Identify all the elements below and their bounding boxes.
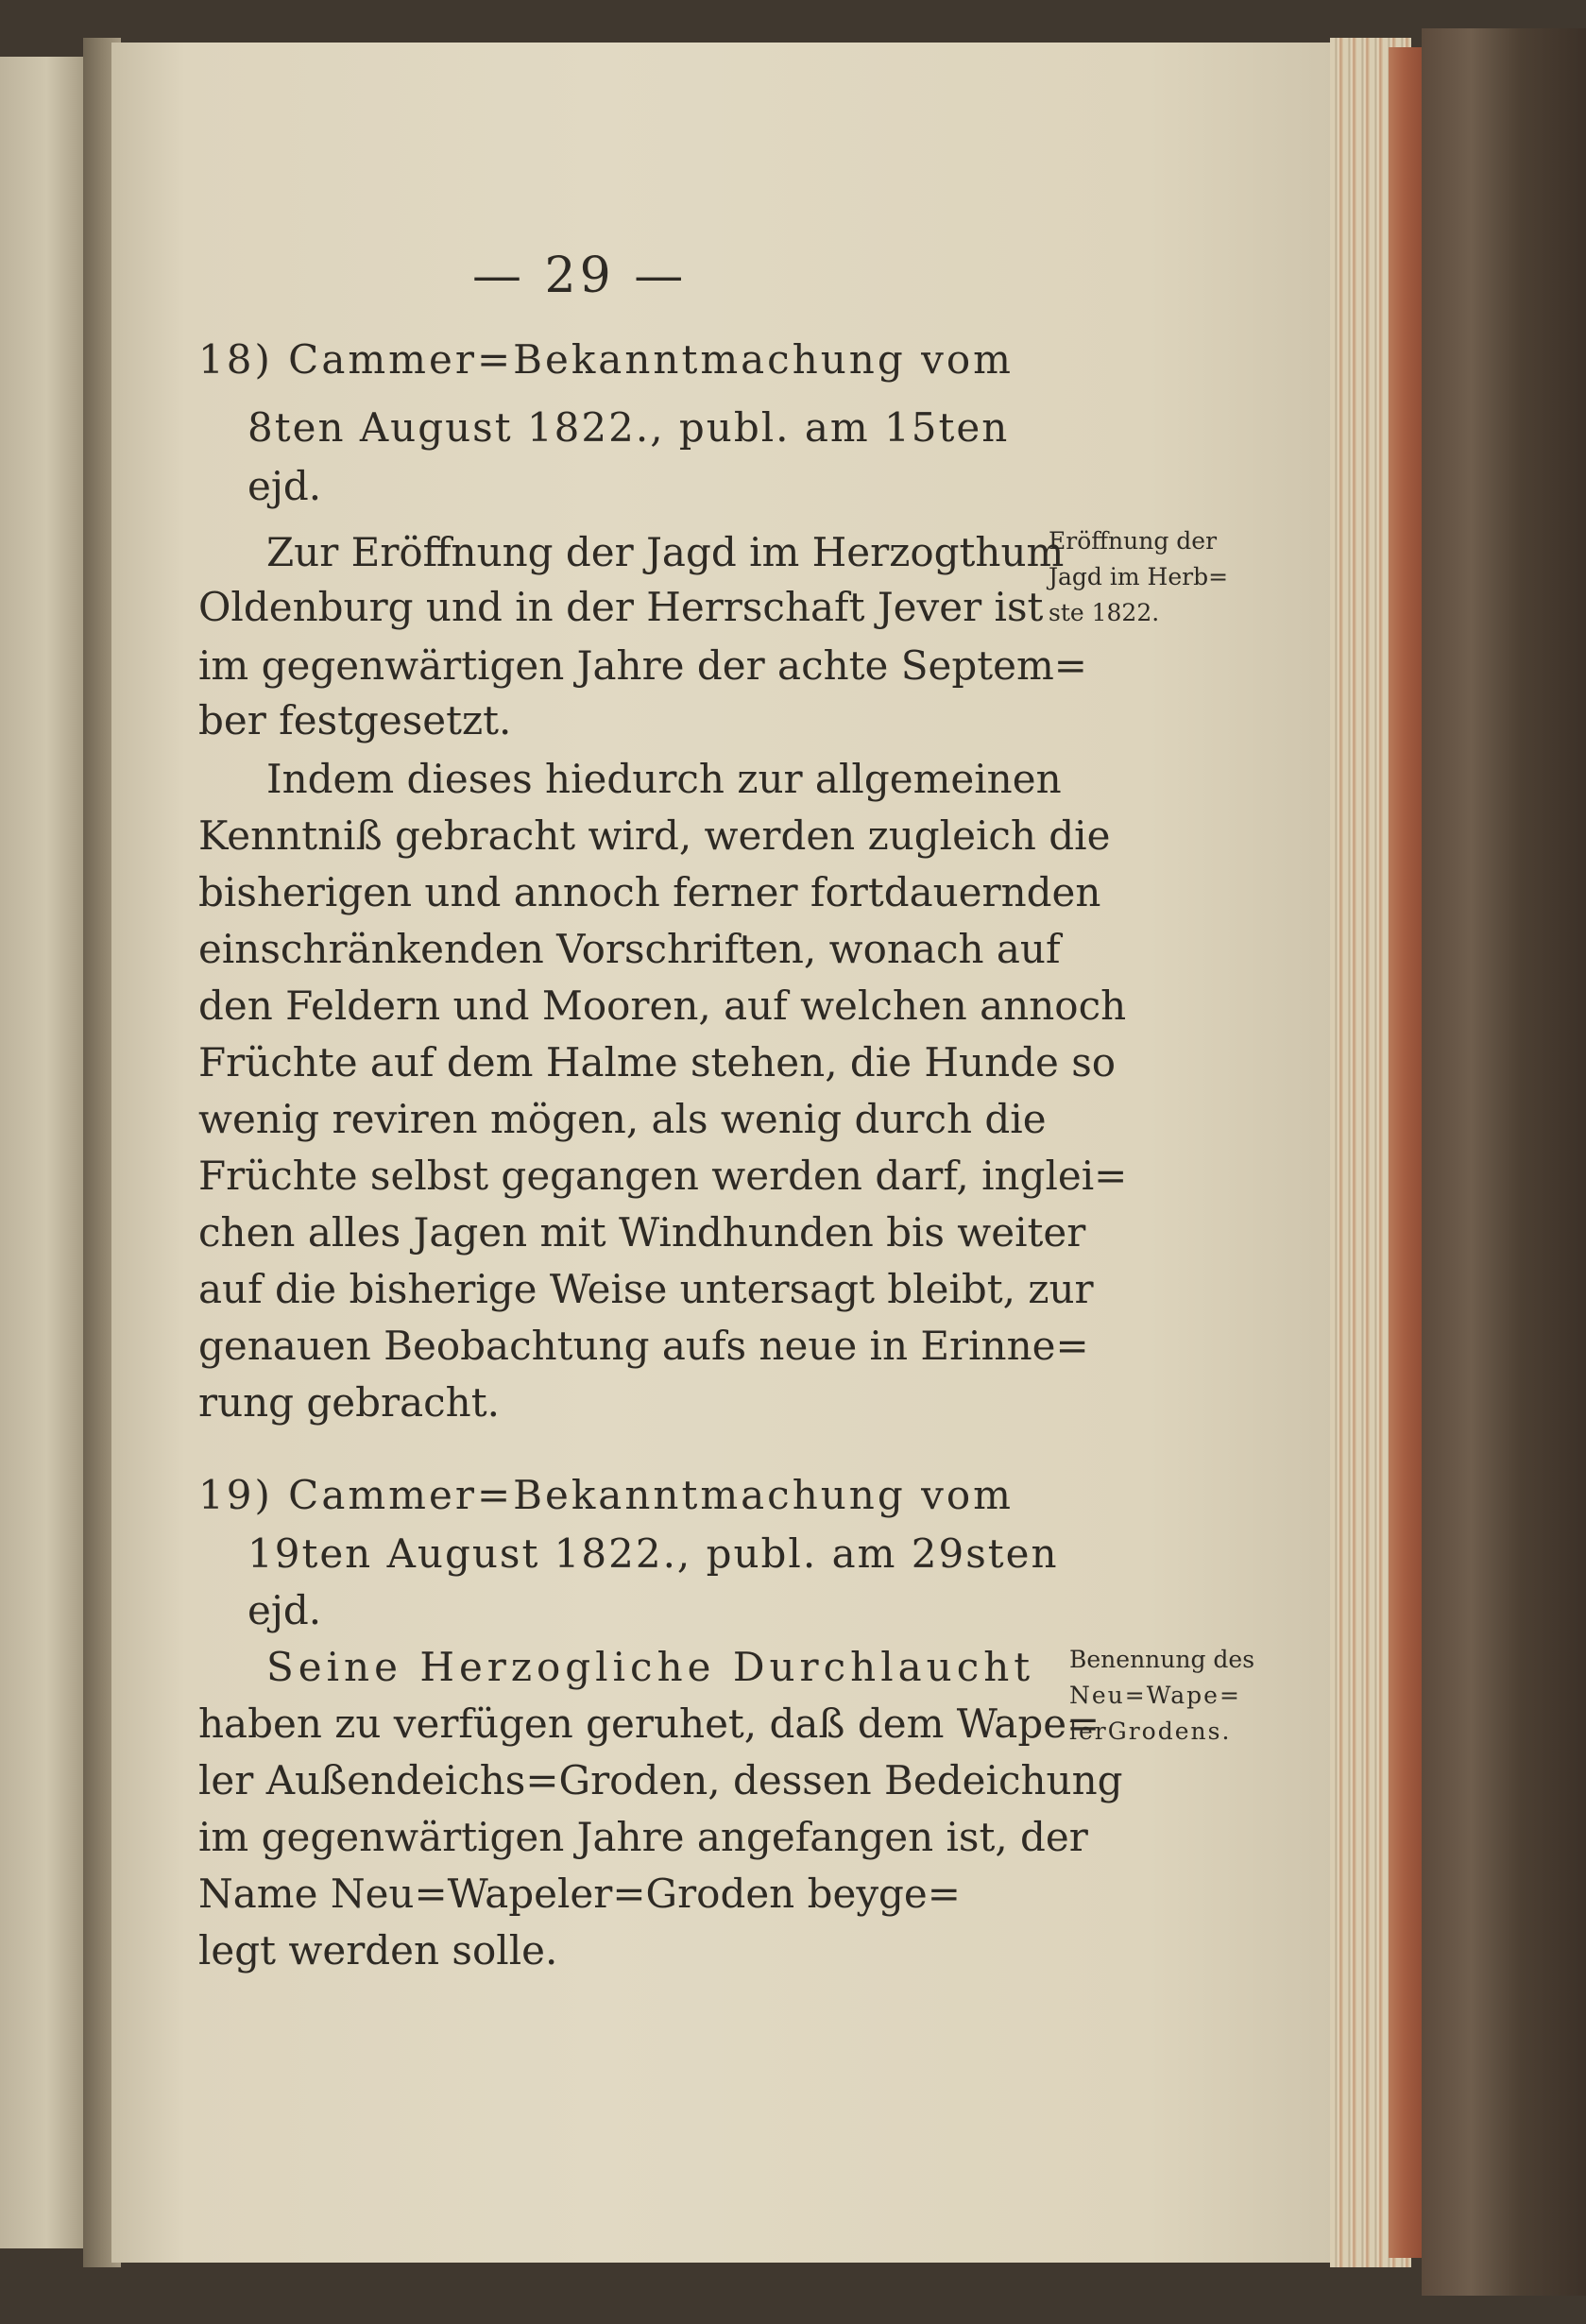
body-line: rung gebracht.	[198, 1379, 500, 1426]
margin-note-line: Eröffnung der	[1049, 527, 1218, 555]
body-line: 18) Cammer=Bekanntmachung vom	[198, 336, 1014, 383]
body-line: legt werden solle.	[198, 1927, 558, 1974]
body-line: chen alles Jagen mit Windhunden bis weiter	[198, 1209, 1086, 1256]
body-line: 19) Cammer=Bekanntmachung vom	[198, 1472, 1014, 1518]
margin-note-line: Neu=Wape=	[1069, 1682, 1241, 1709]
body-line: Name Neu=Wapeler=Groden beyge=	[198, 1871, 961, 1917]
body-line: 8ten August 1822., publ. am 15ten	[247, 404, 1010, 451]
body-line: im gegenwärtigen Jahre der achte Septem=	[198, 642, 1088, 689]
body-line: 19ten August 1822., publ. am 29sten	[247, 1530, 1059, 1577]
body-line: den Feldern und Mooren, auf welchen annoch	[198, 983, 1127, 1029]
page-number: — 29 —	[472, 248, 688, 304]
body-line: ler Außendeichs=Groden, dessen Bedeichung	[198, 1757, 1123, 1803]
body-line: Kenntniß gebracht wird, werden zugleich die	[198, 812, 1111, 859]
body-line: ejd.	[247, 1587, 322, 1633]
body-line: Indem dieses hiedurch zur allgemeinen	[266, 756, 1062, 802]
margin-note-line: lerGrodens.	[1069, 1717, 1232, 1745]
margin-note-line: Benennung des	[1069, 1646, 1255, 1673]
body-line: im gegenwärtigen Jahre angefangen ist, der	[198, 1814, 1088, 1860]
margin-note-line: ste 1822.	[1049, 599, 1160, 626]
left-page-edge	[0, 57, 85, 2248]
page-edges-red	[1389, 47, 1426, 2258]
body-line: Oldenburg und in der Herrschaft Jever ist	[198, 584, 1044, 630]
body-line: ejd.	[247, 463, 322, 509]
body-line: wenig reviren mögen, als wenig durch die	[198, 1096, 1047, 1142]
body-line: einschränkenden Vorschriften, wonach auf	[198, 926, 1061, 972]
body-line: Zur Eröffnung der Jagd im Herzogthum	[266, 529, 1065, 575]
body-line: bisherigen und annoch ferner fortdauernden	[198, 869, 1101, 915]
body-line: Seine Herzogliche Durchlaucht	[266, 1644, 1035, 1690]
body-line: Früchte auf dem Halme stehen, die Hunde so	[198, 1039, 1117, 1085]
body-line: genauen Beobachtung aufs neue in Erinne=	[198, 1323, 1089, 1369]
body-line: ber festgesetzt.	[198, 697, 512, 743]
book-cover	[1422, 28, 1586, 2296]
margin-note-line: Jagd im Herb=	[1049, 563, 1229, 590]
body-line: haben zu verfügen geruhet, daß dem Wape=	[198, 1700, 1100, 1747]
body-line: Früchte selbst gegangen werden darf, inglei=	[198, 1153, 1128, 1199]
body-line: auf die bisherige Weise untersagt bleibt, zur	[198, 1266, 1094, 1312]
